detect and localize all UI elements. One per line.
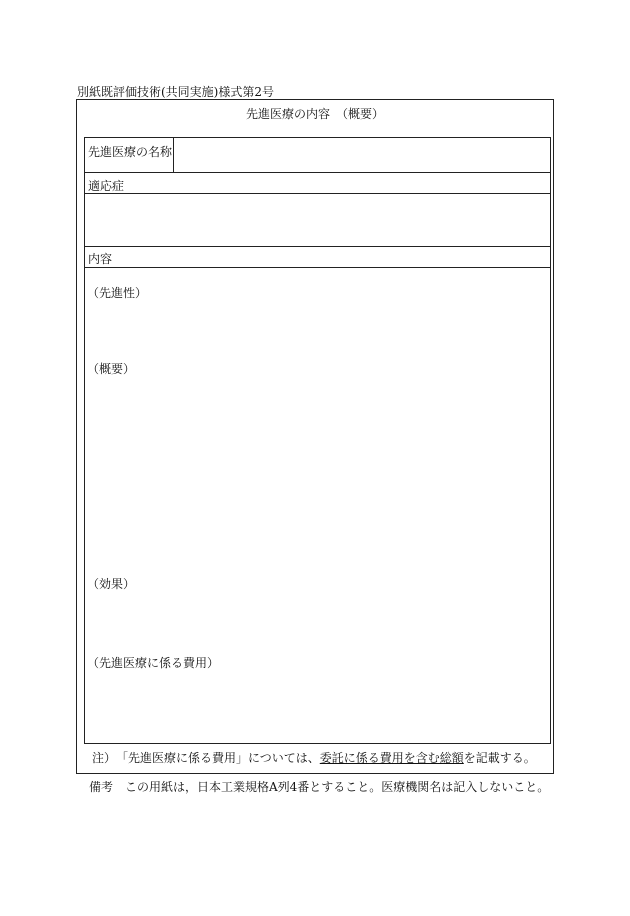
- note-underlined: 委託に係る費用を含む総額: [319, 751, 464, 765]
- form-inner-table: [84, 137, 551, 744]
- cost-heading: （先進医療に係る費用）: [87, 656, 220, 670]
- form-outer-frame: [76, 99, 554, 774]
- technology-name-field[interactable]: [177, 143, 547, 167]
- note-suffix: を記載する。: [463, 751, 536, 765]
- row-divider-1: [85, 172, 550, 173]
- content-label: 内容: [88, 252, 113, 266]
- row-divider-4: [85, 267, 550, 268]
- effect-heading: （効果）: [87, 577, 136, 591]
- overview-heading: （概要）: [87, 362, 136, 376]
- row-divider-2: [85, 193, 550, 194]
- note-prefix: 注） 「先進医療に係る費用」については、: [92, 751, 320, 765]
- row-divider-3: [85, 246, 550, 247]
- indication-label: 適応症: [88, 179, 125, 193]
- indication-field[interactable]: [88, 198, 546, 242]
- advancement-heading: （先進性）: [87, 286, 148, 300]
- form-title: 先進医療の内容 （概要）: [245, 107, 384, 121]
- form-note: [92, 749, 536, 766]
- remark-text: 備考 この用紙は，日本工業規格A列4番とすること。医療機関名は記入しないこと。: [89, 780, 550, 794]
- technology-name-label: 先進医療の名称: [88, 145, 173, 159]
- form-identifier: 別紙既評価技術(共同実施)様式第2号: [77, 85, 274, 99]
- name-cell-divider: [173, 138, 174, 172]
